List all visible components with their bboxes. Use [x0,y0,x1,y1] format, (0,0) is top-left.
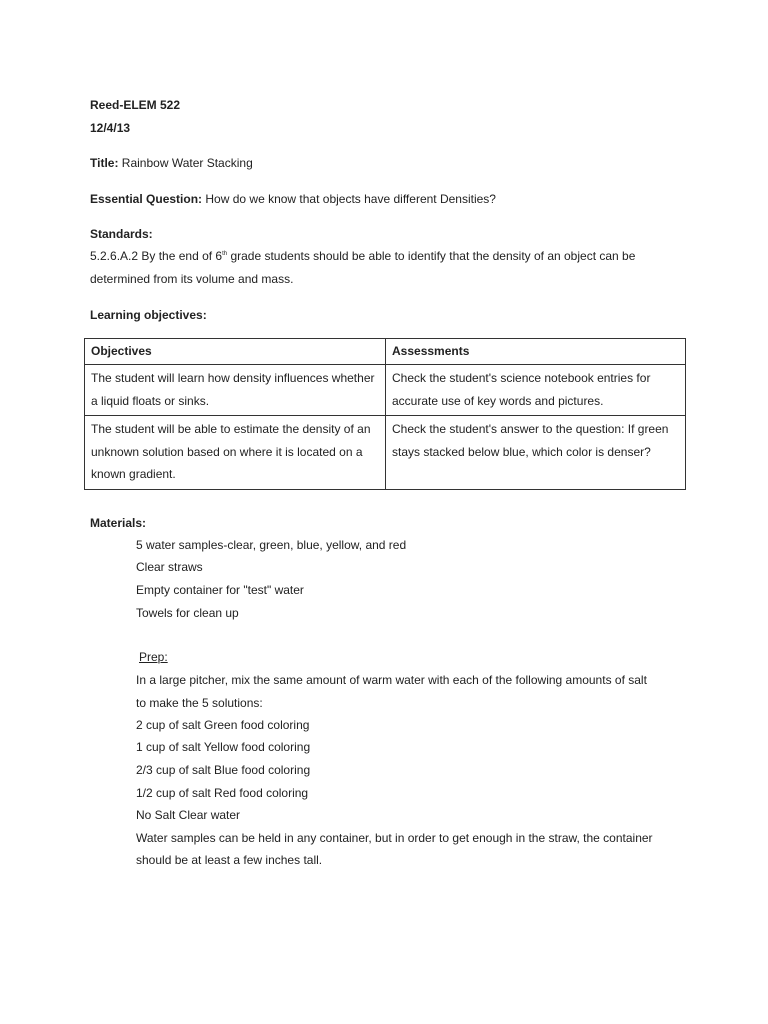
standards-prefix: 5.2.6.A.2 By the end of 6 [90,249,223,263]
material-item: 5 water samples-clear, green, blue, yellow, and red [136,538,407,552]
course-name: Reed-ELEM 522 [90,98,181,112]
table-row [85,416,686,490]
title-row [90,155,253,171]
table-row [85,365,686,416]
material-item: Clear straws [136,560,203,574]
objective-cell: The student will be able to estimate the density of an unknown solution based on where it is located on a known gradient. [85,416,386,490]
standards-label: Standards: [90,227,153,241]
material-item: Empty container for "test" water [136,583,304,597]
learning-objectives-label: Learning objectives: [90,308,207,322]
solution-item: 1 cup of salt Yellow food coloring [136,740,311,754]
prep-label: Prep: [139,650,168,664]
prep-note-line-2: should be at least a few inches tall. [136,853,323,867]
solution-item: 1/2 cup of salt Red food coloring [136,786,309,800]
standards-line-1 [90,248,635,264]
title-value: Rainbow Water Stacking [121,156,253,170]
objectives-header: Objectives [85,339,386,365]
standards-suffix: grade students should be able to identify that the density of an object can be [227,249,636,263]
materials-label: Materials: [90,516,147,530]
objective-cell: The student will learn how density influences whether a liquid floats or sinks. [85,365,386,416]
prep-intro-line-1: In a large pitcher, mix the same amount of warm water with each of the following amounts of salt [136,673,647,687]
prep-intro-line-2: to make the 5 solutions: [136,696,263,710]
table-header-row [85,339,686,365]
essential-question-row [90,191,496,207]
prep-note-line-1: Water samples can be held in any container, but in order to get enough in the straw, the container [136,831,653,845]
lesson-date: 12/4/13 [90,121,131,135]
solution-item: 2 cup of salt Green food coloring [136,718,310,732]
objectives-table [84,338,686,490]
solution-item: 2/3 cup of salt Blue food coloring [136,763,311,777]
standards-line-2: determined from its volume and mass. [90,272,294,286]
ordinal-suffix: th [222,251,228,257]
title-label: Title: [90,156,119,170]
assessment-cell: Check the student's science notebook entries for accurate use of key words and pictures. [386,365,686,416]
solution-item: No Salt Clear water [136,808,241,822]
essential-question-value: How do we know that objects have different Densities? [205,192,496,206]
assessment-cell: Check the student's answer to the question: If green stays stacked below blue, which color is denser? [386,416,686,490]
assessments-header: Assessments [386,339,686,365]
essential-question-label: Essential Question: [90,192,203,206]
material-item: Towels for clean up [136,606,239,620]
